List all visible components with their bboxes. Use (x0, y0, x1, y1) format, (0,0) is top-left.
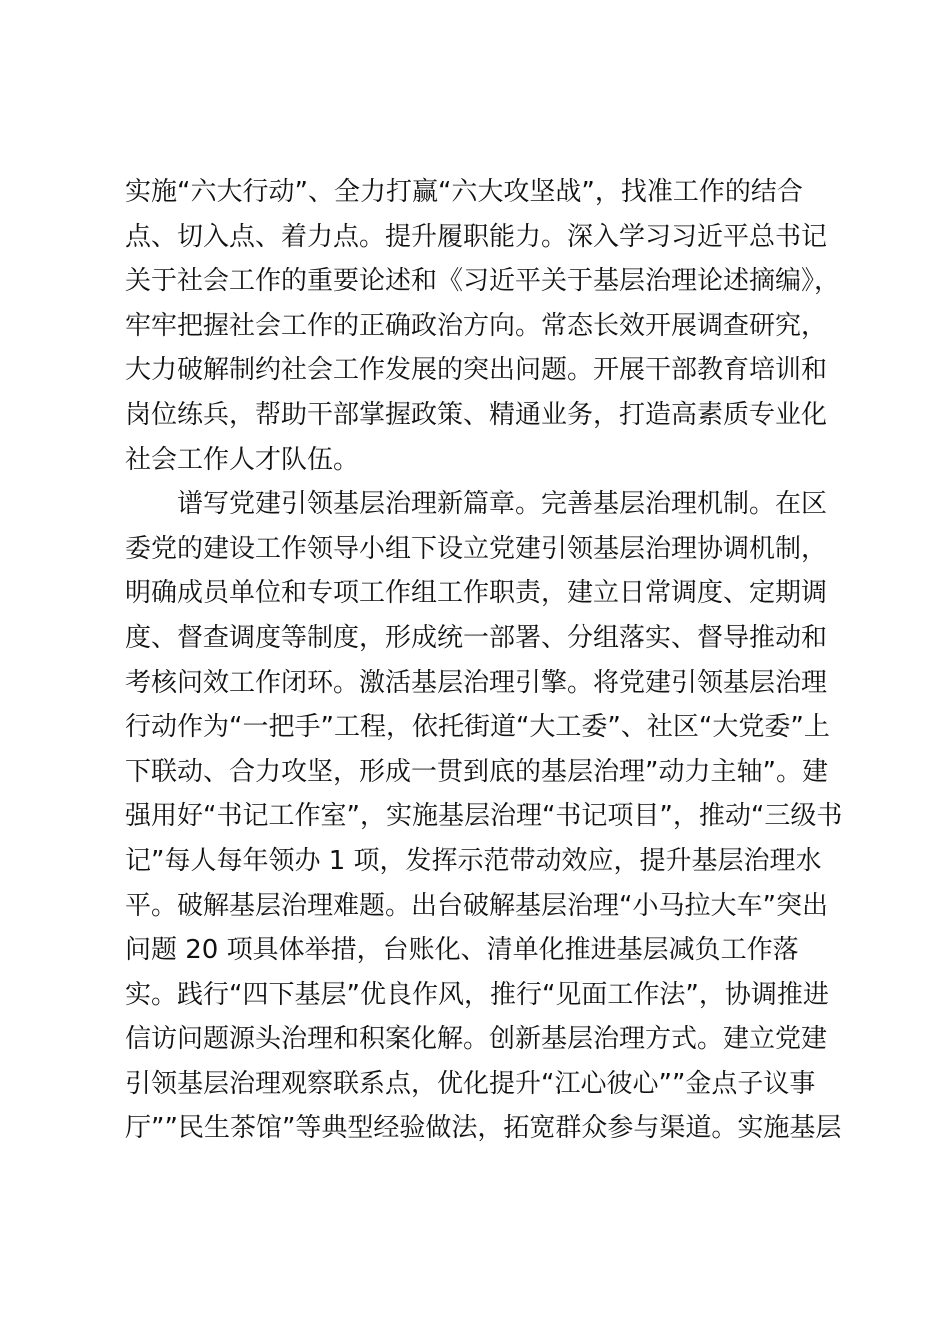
text-line: 考核问效工作闭环。激活基层治理引擎。将党建引领基层治理 (125, 667, 828, 698)
text-line: 牢牢把握社会工作的正确政治方向。常态长效开展调查研究， (125, 310, 828, 341)
text-line: 实。践行“四下基层”优良作风，推行“见面工作法”，协调推进 (125, 979, 829, 1010)
text-line: 岗位练兵，帮助干部掌握政策、精通业务，打造高素质专业化 (125, 399, 828, 430)
text-line: 点、切入点、着力点。提升履职能力。深入学习习近平总书记 (125, 221, 828, 252)
text-line: 关于社会工作的重要论述和《习近平关于基层治理论述摘编》， (125, 266, 841, 297)
text-line: 行动作为“一把手”工程，依托街道“大工委”、社区“大党委”上 (125, 712, 830, 743)
text-line: 厅””民生茶馆”等典型经验做法，拓宽群众参与渠道。实施基层 (125, 1113, 842, 1144)
document-body (125, 170, 843, 1151)
paragraph-start-line: 谱写党建引领基层治理新篇章。完善基层治理机制。在区 (177, 489, 828, 520)
text-line: 委党的建设工作领导小组下设立党建引领基层治理协调机制， (125, 533, 828, 564)
text-line: 社会工作人才队伍。 (125, 444, 360, 475)
text-line: 大力破解制约社会工作发展的突出问题。开展干部教育培训和 (125, 355, 828, 386)
text-line: 度、督查调度等制度，形成统一部署、分组落实、督导推动和 (125, 622, 828, 653)
text-line: 平。破解基层治理难题。出台破解基层治理“小马拉大车”突出 (125, 890, 828, 921)
text-line: 实施“六大行动”、全力打赢“六大攻坚战”，找准工作的结合 (125, 177, 803, 207)
text-line: 引领基层治理观察联系点，优化提升“江心彼心””金点子议事 (125, 1068, 816, 1099)
text-line: 问题 20 项具体举措，台账化、清单化推进基层减负工作落 (125, 935, 799, 966)
text-line: 信访问题源头治理和积案化解。创新基层治理方式。建立党建 (125, 1024, 828, 1055)
text-line: 强用好“书记工作室”，实施基层治理“书记项目”，推动“三级书 (125, 801, 843, 832)
text-line: 下联动、合力攻坚，形成一贯到底的基层治理”动力主轴”。建 (125, 756, 828, 787)
text-line: 明确成员单位和专项工作组工作职责，建立日常调度、定期调 (125, 578, 828, 609)
text-line: 记”每人每年领办 1 项，发挥示范带动效应，提升基层治理水 (125, 845, 822, 876)
